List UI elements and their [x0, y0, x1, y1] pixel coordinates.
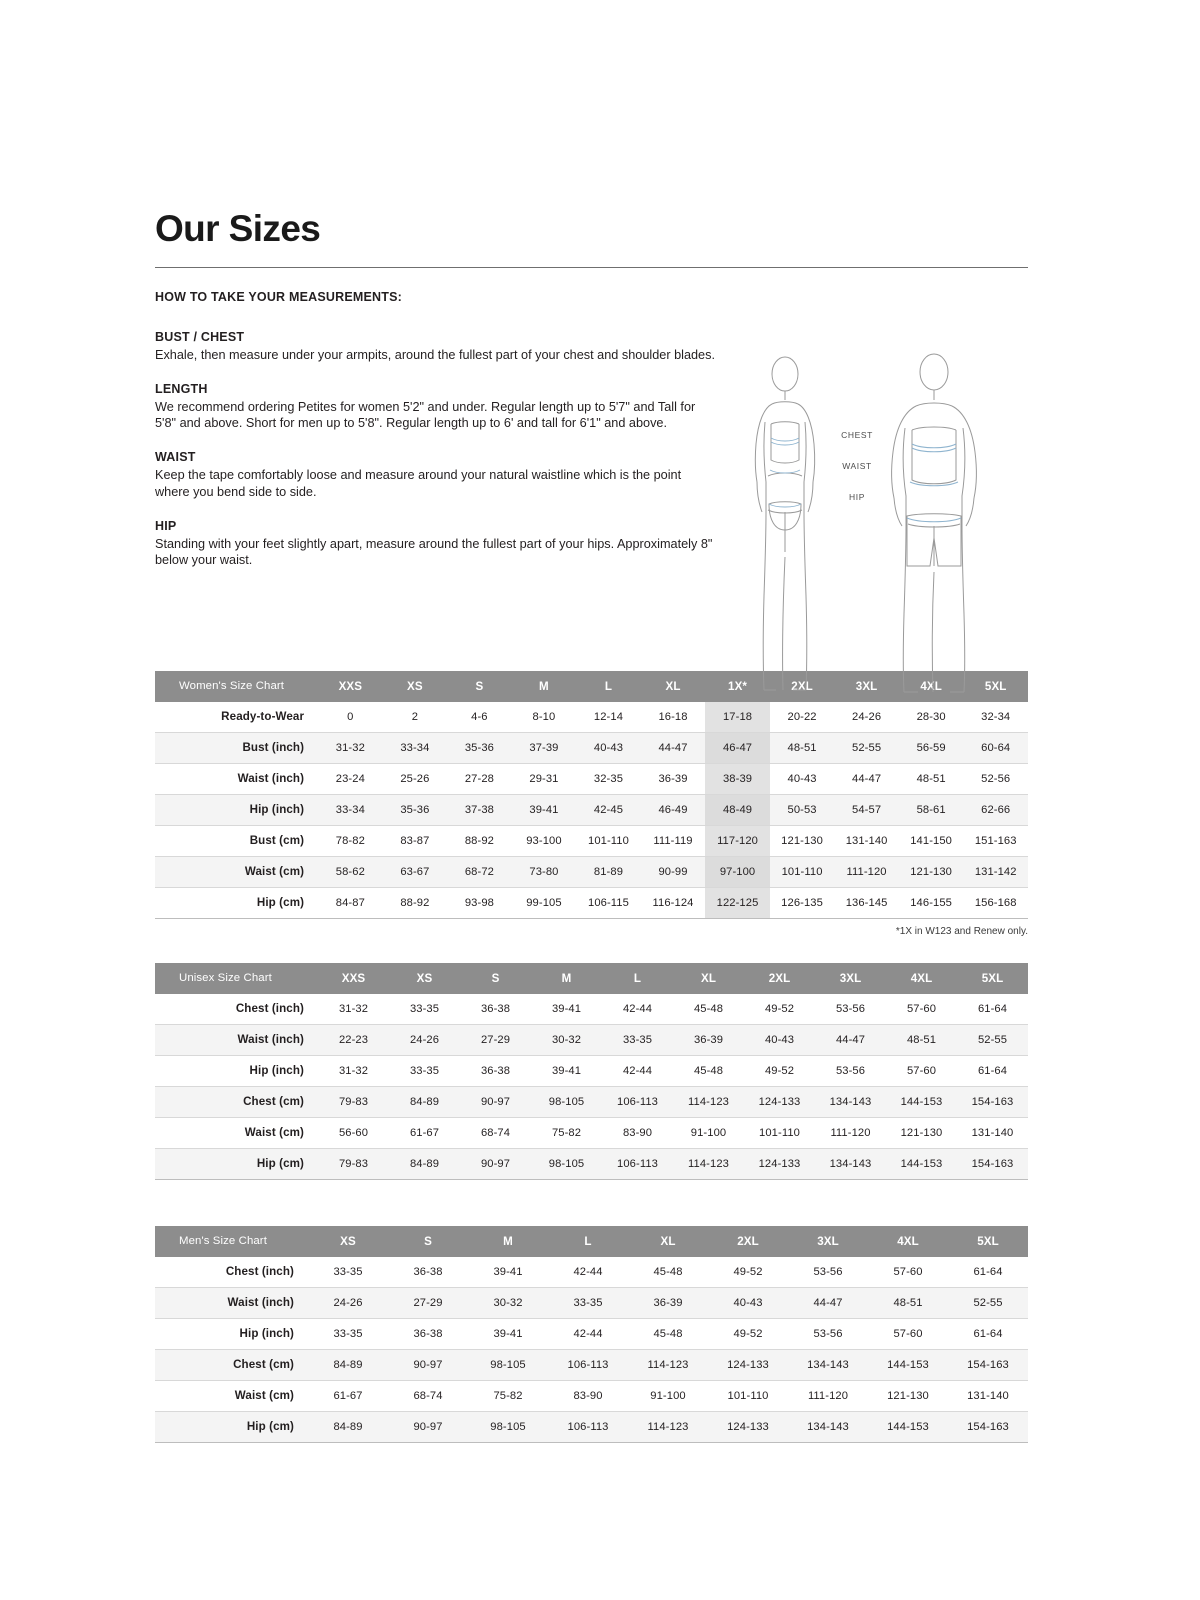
- cell: 52-55: [834, 732, 899, 763]
- mens-chart-title: Men's Size Chart: [155, 1226, 308, 1257]
- column-header: 5XL: [957, 963, 1028, 994]
- cell: 84-89: [308, 1349, 388, 1380]
- table-row: [155, 825, 1028, 856]
- row-label: Bust (cm): [155, 825, 318, 856]
- cell: 101-110: [744, 1117, 815, 1148]
- column-header: M: [531, 963, 602, 994]
- measurement-length: [155, 382, 715, 433]
- column-header: 2XL: [770, 671, 835, 702]
- cell: 88-92: [447, 825, 512, 856]
- cell: 58-61: [899, 794, 964, 825]
- table-row: [155, 732, 1028, 763]
- cell: 37-39: [512, 732, 577, 763]
- table-row: [155, 1349, 1028, 1380]
- cell: 68-74: [388, 1380, 468, 1411]
- cell: 52-55: [957, 1024, 1028, 1055]
- cell: 35-36: [447, 732, 512, 763]
- cell: 8-10: [512, 702, 577, 733]
- table-row: [155, 794, 1028, 825]
- column-header: M: [512, 671, 577, 702]
- cell: 0: [318, 702, 383, 733]
- cell: 68-74: [460, 1117, 531, 1148]
- column-header: L: [576, 671, 641, 702]
- cell: 39-41: [531, 1055, 602, 1086]
- cell: 61-64: [948, 1318, 1028, 1349]
- cell: 25-26: [383, 763, 448, 794]
- cell: 33-35: [389, 994, 460, 1025]
- mens-chart-body: [155, 1257, 1028, 1443]
- body-measurement-figures: [738, 352, 1038, 712]
- figure-label-hip: HIP: [849, 491, 865, 502]
- cell: 134-143: [815, 1086, 886, 1117]
- cell: 49-52: [708, 1257, 788, 1288]
- column-header: 1X*: [705, 671, 770, 702]
- cell: 99-105: [512, 887, 577, 918]
- cell: 40-43: [576, 732, 641, 763]
- cell: 45-48: [673, 1055, 744, 1086]
- cell: 61-64: [957, 994, 1028, 1025]
- cell: 40-43: [708, 1287, 788, 1318]
- row-label: Chest (inch): [155, 1257, 308, 1288]
- cell: 36-39: [641, 763, 706, 794]
- cell: 121-130: [770, 825, 835, 856]
- table-row: [155, 1086, 1028, 1117]
- cell: 48-51: [770, 732, 835, 763]
- cell: 131-140: [957, 1117, 1028, 1148]
- cell: 56-59: [899, 732, 964, 763]
- cell: 32-34: [963, 702, 1028, 733]
- cell: 75-82: [531, 1117, 602, 1148]
- cell: 106-113: [548, 1349, 628, 1380]
- column-header: XS: [383, 671, 448, 702]
- cell: 49-52: [708, 1318, 788, 1349]
- cell: 154-163: [948, 1349, 1028, 1380]
- cell: 36-38: [388, 1318, 468, 1349]
- unisex-chart-title: Unisex Size Chart: [155, 963, 318, 994]
- cell: 98-105: [468, 1411, 548, 1442]
- cell: 31-32: [318, 994, 389, 1025]
- cell: 97-100: [705, 856, 770, 887]
- cell: 2: [383, 702, 448, 733]
- cell: 42-44: [548, 1257, 628, 1288]
- measurement-bust-chest: [155, 330, 715, 364]
- column-header: S: [460, 963, 531, 994]
- cell: 61-64: [948, 1257, 1028, 1288]
- cell: 57-60: [868, 1257, 948, 1288]
- column-header: 5XL: [948, 1226, 1028, 1257]
- cell: 124-133: [708, 1411, 788, 1442]
- cell: 131-142: [963, 856, 1028, 887]
- measurements-text: [155, 290, 715, 569]
- cell: 154-163: [957, 1148, 1028, 1179]
- row-label: Chest (cm): [155, 1086, 318, 1117]
- cell: 116-124: [641, 887, 706, 918]
- column-header: 4XL: [899, 671, 964, 702]
- cell: 62-66: [963, 794, 1028, 825]
- table-row: [155, 1411, 1028, 1442]
- cell: 156-168: [963, 887, 1028, 918]
- cell: 144-153: [868, 1349, 948, 1380]
- cell: 134-143: [815, 1148, 886, 1179]
- cell: 35-36: [383, 794, 448, 825]
- cell: 154-163: [957, 1086, 1028, 1117]
- cell: 48-51: [886, 1024, 957, 1055]
- table-row: [155, 1055, 1028, 1086]
- cell: 101-110: [770, 856, 835, 887]
- cell: 58-62: [318, 856, 383, 887]
- cell: 33-34: [318, 794, 383, 825]
- table-row: [155, 1257, 1028, 1288]
- cell: 91-100: [673, 1117, 744, 1148]
- column-header: 3XL: [815, 963, 886, 994]
- cell: 50-53: [770, 794, 835, 825]
- cell: 134-143: [788, 1411, 868, 1442]
- cell: 114-123: [628, 1349, 708, 1380]
- cell: 90-97: [460, 1086, 531, 1117]
- cell: 52-55: [948, 1287, 1028, 1318]
- column-header: XL: [628, 1226, 708, 1257]
- figure-label-waist: WAIST: [842, 460, 872, 471]
- cell: 33-35: [602, 1024, 673, 1055]
- cell: 45-48: [628, 1318, 708, 1349]
- cell: 39-41: [531, 994, 602, 1025]
- cell: 73-80: [512, 856, 577, 887]
- cell: 39-41: [468, 1257, 548, 1288]
- cell: 79-83: [318, 1148, 389, 1179]
- cell: 45-48: [628, 1257, 708, 1288]
- cell: 46-47: [705, 732, 770, 763]
- figure-illustrations-svg: [738, 352, 1038, 712]
- cell: 42-44: [602, 994, 673, 1025]
- cell: 60-64: [963, 732, 1028, 763]
- measurement-heading: WAIST: [155, 450, 196, 465]
- row-label: Hip (cm): [155, 1411, 308, 1442]
- cell: 75-82: [468, 1380, 548, 1411]
- cell: 131-140: [834, 825, 899, 856]
- cell: 124-133: [744, 1086, 815, 1117]
- cell: 27-28: [447, 763, 512, 794]
- measurement-hip: [155, 519, 715, 570]
- table-header-row: [155, 963, 1028, 994]
- column-header: M: [468, 1226, 548, 1257]
- figure-label-list: [834, 430, 880, 523]
- cell: 101-110: [708, 1380, 788, 1411]
- cell: 40-43: [744, 1024, 815, 1055]
- cell: 106-113: [602, 1086, 673, 1117]
- row-label: Hip (inch): [155, 1318, 308, 1349]
- table-row: [155, 1024, 1028, 1055]
- cell: 38-39: [705, 763, 770, 794]
- cell: 30-32: [531, 1024, 602, 1055]
- cell: 98-105: [531, 1148, 602, 1179]
- cell: 106-113: [602, 1148, 673, 1179]
- column-header: L: [602, 963, 673, 994]
- row-label: Waist (cm): [155, 856, 318, 887]
- mens-size-chart: [155, 1226, 1028, 1443]
- row-label: Ready-to-Wear: [155, 702, 318, 733]
- cell: 57-60: [868, 1318, 948, 1349]
- cell: 36-38: [388, 1257, 468, 1288]
- cell: 53-56: [788, 1257, 868, 1288]
- cell: 90-97: [388, 1411, 468, 1442]
- measurement-heading: BUST / CHEST: [155, 329, 245, 344]
- cell: 24-26: [389, 1024, 460, 1055]
- column-header: L: [548, 1226, 628, 1257]
- cell: 33-35: [548, 1287, 628, 1318]
- table-row: [155, 856, 1028, 887]
- cell: 84-89: [389, 1148, 460, 1179]
- column-header: XS: [308, 1226, 388, 1257]
- cell: 144-153: [886, 1148, 957, 1179]
- cell: 48-51: [868, 1287, 948, 1318]
- table-row: [155, 994, 1028, 1025]
- cell: 81-89: [576, 856, 641, 887]
- cell: 83-87: [383, 825, 448, 856]
- cell: 61-67: [389, 1117, 460, 1148]
- unisex-size-chart: [155, 963, 1028, 1180]
- cell: 101-110: [576, 825, 641, 856]
- cell: 33-35: [389, 1055, 460, 1086]
- cell: 98-105: [468, 1349, 548, 1380]
- cell: 33-35: [308, 1257, 388, 1288]
- column-header: XXS: [318, 963, 389, 994]
- table-row: [155, 1287, 1028, 1318]
- cell: 49-52: [744, 1055, 815, 1086]
- cell: 88-92: [383, 887, 448, 918]
- cell: 37-38: [447, 794, 512, 825]
- cell: 114-123: [673, 1086, 744, 1117]
- cell: 117-120: [705, 825, 770, 856]
- cell: 28-30: [899, 702, 964, 733]
- cell: 36-38: [460, 994, 531, 1025]
- cell: 141-150: [899, 825, 964, 856]
- cell: 121-130: [886, 1117, 957, 1148]
- cell: 30-32: [468, 1287, 548, 1318]
- table-row: [155, 1380, 1028, 1411]
- cell: 39-41: [512, 794, 577, 825]
- cell: 36-39: [628, 1287, 708, 1318]
- row-label: Waist (inch): [155, 1024, 318, 1055]
- cell: 54-57: [834, 794, 899, 825]
- cell: 32-35: [576, 763, 641, 794]
- title-divider: [155, 267, 1028, 268]
- cell: 124-133: [708, 1349, 788, 1380]
- cell: 29-31: [512, 763, 577, 794]
- cell: 53-56: [815, 994, 886, 1025]
- cell: 90-97: [460, 1148, 531, 1179]
- cell: 31-32: [318, 1055, 389, 1086]
- cell: 98-105: [531, 1086, 602, 1117]
- cell: 31-32: [318, 732, 383, 763]
- column-header: S: [388, 1226, 468, 1257]
- measurement-heading: HIP: [155, 518, 177, 533]
- cell: 27-29: [460, 1024, 531, 1055]
- cell: 106-115: [576, 887, 641, 918]
- cell: 23-24: [318, 763, 383, 794]
- cell: 53-56: [788, 1318, 868, 1349]
- column-header: XL: [673, 963, 744, 994]
- cell: 33-35: [308, 1318, 388, 1349]
- cell: 90-99: [641, 856, 706, 887]
- female-figure: [755, 357, 814, 690]
- cell: 46-49: [641, 794, 706, 825]
- cell: 79-83: [318, 1086, 389, 1117]
- cell: 22-23: [318, 1024, 389, 1055]
- cell: 57-60: [886, 1055, 957, 1086]
- cell: 84-89: [389, 1086, 460, 1117]
- page-title: Our Sizes: [155, 208, 321, 249]
- column-header: XL: [641, 671, 706, 702]
- cell: 121-130: [868, 1380, 948, 1411]
- cell: 121-130: [899, 856, 964, 887]
- measurements-section: [155, 290, 1028, 645]
- cell: 48-51: [899, 763, 964, 794]
- cell: 36-39: [673, 1024, 744, 1055]
- howto-heading: HOW TO TAKE YOUR MEASUREMENTS:: [155, 289, 402, 304]
- cell: 61-67: [308, 1380, 388, 1411]
- column-header: 4XL: [886, 963, 957, 994]
- measurement-waist: [155, 450, 715, 501]
- cell: 53-56: [815, 1055, 886, 1086]
- cell: 16-18: [641, 702, 706, 733]
- cell: 44-47: [815, 1024, 886, 1055]
- cell: 24-26: [308, 1287, 388, 1318]
- cell: 84-89: [308, 1411, 388, 1442]
- cell: 111-120: [834, 856, 899, 887]
- cell: 111-119: [641, 825, 706, 856]
- row-label: Waist (inch): [155, 1287, 308, 1318]
- cell: 39-41: [468, 1318, 548, 1349]
- cell: 111-120: [815, 1117, 886, 1148]
- cell: 91-100: [628, 1380, 708, 1411]
- cell: 36-38: [460, 1055, 531, 1086]
- column-header: 2XL: [744, 963, 815, 994]
- column-header: 3XL: [788, 1226, 868, 1257]
- cell: 93-98: [447, 887, 512, 918]
- row-label: Bust (inch): [155, 732, 318, 763]
- table-row: [155, 887, 1028, 918]
- column-header: S: [447, 671, 512, 702]
- cell: 44-47: [788, 1287, 868, 1318]
- cell: 48-49: [705, 794, 770, 825]
- cell: 84-87: [318, 887, 383, 918]
- table-header-row: [155, 1226, 1028, 1257]
- cell: 136-145: [834, 887, 899, 918]
- cell: 151-163: [963, 825, 1028, 856]
- row-label: Hip (cm): [155, 1148, 318, 1179]
- column-header: 2XL: [708, 1226, 788, 1257]
- section-spacer: [155, 1180, 1028, 1200]
- cell: 83-90: [548, 1380, 628, 1411]
- measurement-body: Keep the tape comfortably loose and measure around your natural waistline which is the point where you bend side to side.: [155, 468, 682, 499]
- page-content: [155, 210, 1028, 1443]
- row-label: Waist (cm): [155, 1117, 318, 1148]
- unisex-chart-header: [155, 963, 1028, 994]
- womens-chart-body: [155, 702, 1028, 919]
- cell: 52-56: [963, 763, 1028, 794]
- row-label: Chest (inch): [155, 994, 318, 1025]
- mens-chart-header: [155, 1226, 1028, 1257]
- cell: 20-22: [770, 702, 835, 733]
- cell: 144-153: [868, 1411, 948, 1442]
- cell: 90-97: [388, 1349, 468, 1380]
- cell: 106-113: [548, 1411, 628, 1442]
- womens-chart-footnote: *1X in W123 and Renew only.: [895, 925, 1028, 937]
- cell: 78-82: [318, 825, 383, 856]
- row-label: Hip (inch): [155, 794, 318, 825]
- cell: 12-14: [576, 702, 641, 733]
- cell: 126-135: [770, 887, 835, 918]
- cell: 56-60: [318, 1117, 389, 1148]
- unisex-chart-body: [155, 994, 1028, 1180]
- figure-label-chest: CHEST: [841, 429, 873, 440]
- cell: 134-143: [788, 1349, 868, 1380]
- table-row: [155, 1117, 1028, 1148]
- cell: 44-47: [641, 732, 706, 763]
- column-header: 4XL: [868, 1226, 948, 1257]
- cell: 131-140: [948, 1380, 1028, 1411]
- cell: 42-45: [576, 794, 641, 825]
- cell: 17-18: [705, 702, 770, 733]
- cell: 49-52: [744, 994, 815, 1025]
- cell: 83-90: [602, 1117, 673, 1148]
- cell: 27-29: [388, 1287, 468, 1318]
- cell: 42-44: [602, 1055, 673, 1086]
- measurement-body: We recommend ordering Petites for women 5'2" and under. Regular length up to 5'7" and Tall for 5'8" and above. Short for men up to 5'8". Regular length up to 6' and tall for 6'1" and above.: [155, 399, 696, 431]
- measurement-heading: LENGTH: [155, 381, 208, 396]
- cell: 24-26: [834, 702, 899, 733]
- cell: 114-123: [673, 1148, 744, 1179]
- row-label: Hip (inch): [155, 1055, 318, 1086]
- cell: 40-43: [770, 763, 835, 794]
- table-row: [155, 1148, 1028, 1179]
- cell: 146-155: [899, 887, 964, 918]
- table-row: [155, 1318, 1028, 1349]
- column-header: 3XL: [834, 671, 899, 702]
- measurement-body: Exhale, then measure under your armpits, around the fullest part of your chest and shoulder blades.: [155, 347, 715, 362]
- cell: 111-120: [788, 1380, 868, 1411]
- row-label: Waist (cm): [155, 1380, 308, 1411]
- cell: 42-44: [548, 1318, 628, 1349]
- cell: 93-100: [512, 825, 577, 856]
- cell: 44-47: [834, 763, 899, 794]
- cell: 57-60: [886, 994, 957, 1025]
- cell: 122-125: [705, 887, 770, 918]
- cell: 114-123: [628, 1411, 708, 1442]
- row-label: Hip (cm): [155, 887, 318, 918]
- row-label: Waist (inch): [155, 763, 318, 794]
- male-figure: [892, 354, 977, 692]
- cell: 61-64: [957, 1055, 1028, 1086]
- column-header: XS: [389, 963, 460, 994]
- cell: 154-163: [948, 1411, 1028, 1442]
- cell: 63-67: [383, 856, 448, 887]
- column-header: 5XL: [963, 671, 1028, 702]
- table-row: [155, 763, 1028, 794]
- cell: 124-133: [744, 1148, 815, 1179]
- cell: 45-48: [673, 994, 744, 1025]
- cell: 33-34: [383, 732, 448, 763]
- womens-chart-title: Women's Size Chart: [155, 671, 318, 702]
- row-label: Chest (cm): [155, 1349, 308, 1380]
- cell: 4-6: [447, 702, 512, 733]
- measurement-body: Standing with your feet slightly apart, measure around the fullest part of your hips. Approximately 8" below your waist.: [155, 536, 713, 568]
- cell: 68-72: [447, 856, 512, 887]
- cell: 144-153: [886, 1086, 957, 1117]
- column-header: XXS: [318, 671, 383, 702]
